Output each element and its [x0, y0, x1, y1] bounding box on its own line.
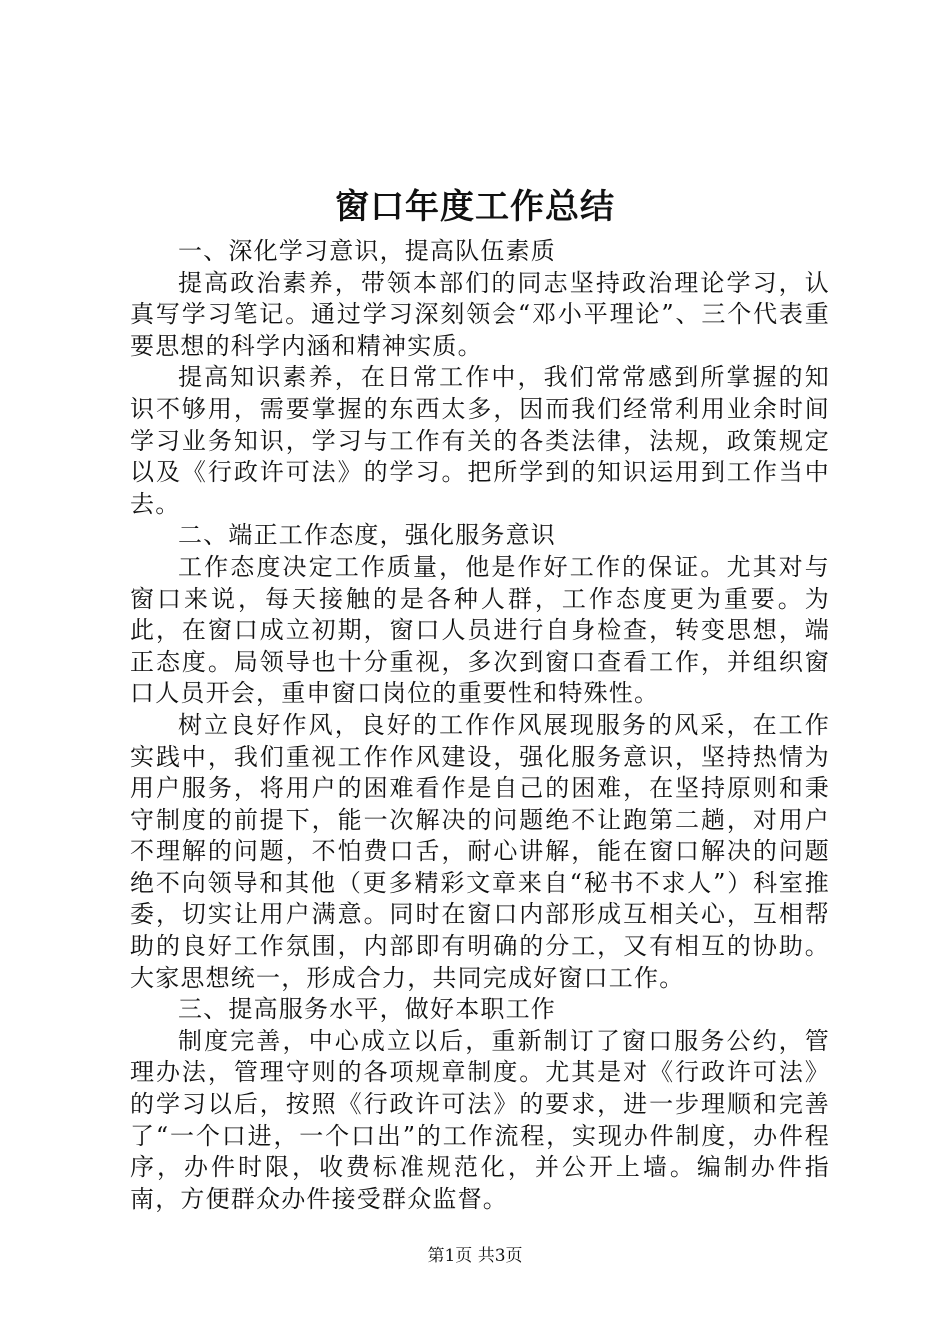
paragraph: 提高政治素养，带领本部们的同志坚持政治理论学习，认真写学习笔记。通过学习深刻领会“邓小平理论”、三个代表重要思想的科学内涵和精神实质。 — [130, 268, 830, 360]
paragraph: 提高知识素养，在日常工作中，我们常常感到所掌握的知识不够用，需要掌握的东西太多，因而我们经常利用业余时间学习业务知识，学习与工作有关的各类法律，法规，政策规定以及《行政许可法》的学习。把所学到的知识运用到工作当中去。 — [130, 363, 830, 518]
document-title: 窗口年度工作总结 — [335, 187, 615, 227]
section-heading-3: 三、提高服务水平，做好本职工作 — [178, 995, 556, 1024]
page-footer: 第1页 共3页 — [427, 1246, 523, 1266]
section-heading-1: 一、深化学习意识，提高队伍素质 — [178, 237, 556, 265]
section-heading-2: 二、端正工作态度，强化服务意识 — [178, 521, 556, 550]
paragraph: 工作态度决定工作质量，他是作好工作的保证。尤其对与窗口来说，每天接触的是各种人群，工作态度更为重要。为此，在窗口成立初期，窗口人员进行自身检查，转变思想，端正态度。局领导也十分重视，多次到窗口查看工作，并组织窗口人员开会，重申窗口岗位的重要性和特殊性。 — [130, 552, 830, 708]
paragraph: 树立良好作风，良好的工作作风展现服务的风采，在工作实践中，我们重视工作作风建设，强化服务意识，坚持热情为用户服务，将用户的困难看作是自己的困难，在坚持原则和秉守制度的前提下，能一次解决的问题绝不让跑第二趟，对用户不理解的问题，不怕费口舌，耐心讲解，能在窗口解决的问题绝不向领导和其他（更多精彩文章来自“秘书不求人”）科室推委，切实让用户满意。同时在窗口内部形成互相关心，互相帮助的良好工作氛围，内部即有明确的分工，又有相互的协助。大家思想统一，形成合力，共同完成好窗口工作。 — [130, 710, 830, 992]
document-body — [130, 236, 830, 1215]
paragraph: 制度完善，中心成立以后，重新制订了窗口服务公约，管理办法，管理守则的各项规章制度。尤其是对《行政许可法》的学习以后，按照《行政许可法》的要求，进一步理顺和完善了“一个口进，一个口出”的工作流程，实现办件制度，办件程序，办件时限，收费标准规范化，并公开上墙。编制办件指南，方便群众办件接受群众监督。 — [130, 1026, 830, 1213]
